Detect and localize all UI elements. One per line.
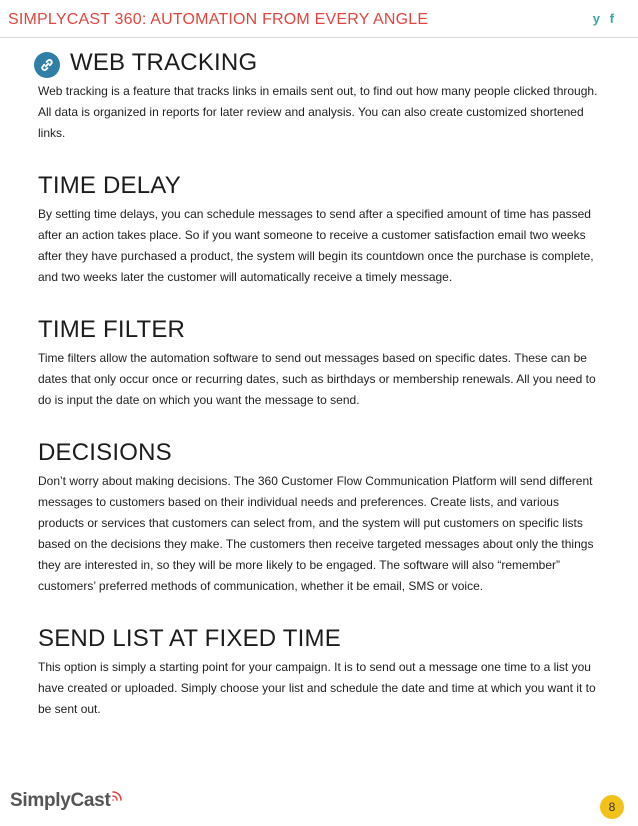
section-send-list [38,624,598,720]
section-body: This option is simply a starting point for your campaign. It is to send out a message one time to a list you have created or uploaded. Simply choose your list and schedule the date and time at which you want it to be sent out. [38,660,596,716]
section-body: Don’t worry about making decisions. The 360 Customer Flow Communication Platform will send different messages to customers based on their individual needs and preferences. Create lists, and various products or services that customers can select from, and the system will put customers on specific lists based on the decisions they make. The customers then receive targeted messages about only the things they are interested in, so they will be more likely to be engaged. The software will also “remember” customers’ preferred methods of communication, whether it be email, SMS or voice. [38,474,594,593]
header-title: SIMPLYCAST 360: AUTOMATION FROM EVERY ANGLE [8,11,429,28]
section-heading-row [34,48,598,81]
section-heading: DECISIONS [38,439,172,466]
logo-text: SimplyCast [10,790,111,811]
simplycast-logo [10,790,123,812]
section-heading: TIME DELAY [38,172,181,199]
section-body: By setting time delays, you can schedule messages to send after a specified amount of time has passed after an action takes place. So if you want someone to receive a customer satisfaction email two weeks after they have purchased a product, the system will begin its countdown once the purchase is complete, and two weeks later the customer will automatically receive a timely message. [38,207,594,284]
main-content [38,48,598,747]
section-body: Web tracking is a feature that tracks links in emails sent out, to find out how many people clicked through. All data is organized in reports for later review and analysis. You can also create customized shortened links. [38,84,598,140]
section-time-delay [38,171,598,288]
section-heading: TIME FILTER [38,316,186,343]
section-time-filter [38,315,598,411]
facebook-icon[interactable]: f [609,11,614,26]
section-decisions [38,438,598,597]
page-header [0,0,638,38]
link-icon [34,52,60,78]
social-links [587,11,614,26]
signal-icon [111,790,123,802]
section-heading: WEB TRACKING [70,49,258,76]
section-body: Time filters allow the automation software to send out messages based on specific dates. These can be dates that only occur once or recurring dates, such as birthdays or membership renewals. All you need to do is input the date on which you want the message to send. [38,351,596,407]
page-number: 8 [600,795,624,819]
section-heading: SEND LIST AT FIXED TIME [38,625,341,652]
twitter-icon[interactable]: y [592,11,601,26]
section-web-tracking [38,48,598,144]
